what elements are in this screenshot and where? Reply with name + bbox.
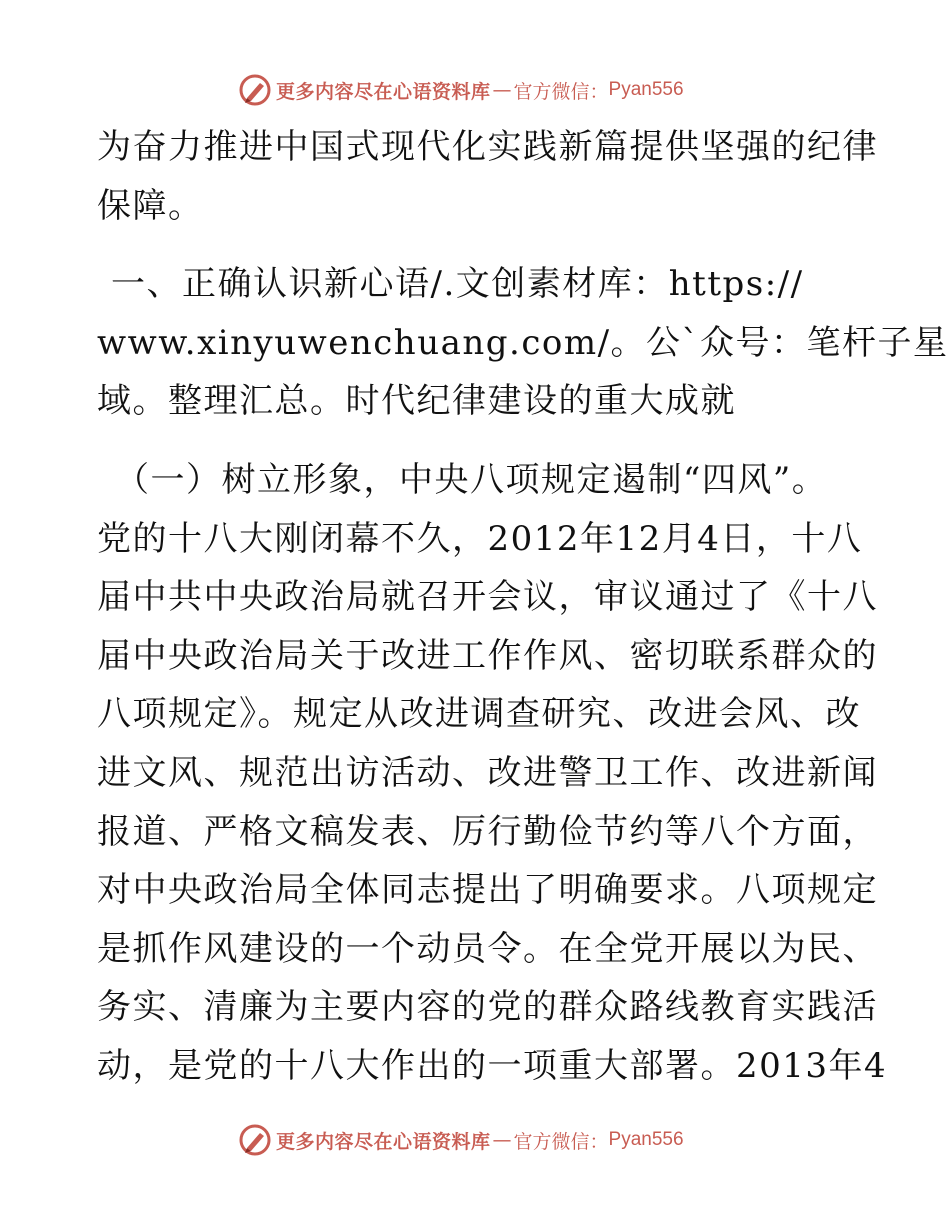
- text-line: 为奋力推进中国式现代化实践新篇提供坚强的纪律: [97, 127, 878, 167]
- watermark-brand-text: 更多内容尽在心语资料库: [276, 80, 491, 103]
- section-heading-line: 域。整理汇总。时代纪律建设的重大成就: [97, 381, 736, 422]
- section-heading-line: www.xinyuwenchuang.com/。公`众号：笔杆子星: [97, 322, 949, 363]
- text-line: 届中央政治局关于改进工作作风、密切联系群众的: [97, 635, 878, 676]
- paragraph-subsection-1: [97, 451, 888, 1096]
- watermark-wechat-id: Pyan556: [608, 1129, 684, 1150]
- document-body: [97, 118, 949, 1096]
- section-heading-line: 一、正确认识新心语/.文创素材库：https://: [111, 264, 804, 305]
- subsection-heading-line: （一）树立形象，中央八项规定遏制“四风”。: [115, 459, 828, 500]
- paragraph-1: [97, 118, 878, 235]
- watermark-brand-text: 更多内容尽在心语资料库: [276, 1130, 491, 1153]
- text-line: 八项规定》。规定从改进调查研究、改进会风、改: [97, 694, 861, 735]
- header-watermark: [238, 70, 684, 110]
- text-line: 对中央政治局全体同志提出了明确要求。八项规定: [97, 870, 878, 911]
- text-line: 是抓作风建设的一个动员令。在全党开展以为民、: [97, 928, 878, 969]
- pen-logo-icon: [238, 73, 272, 107]
- watermark-dash: —: [492, 1129, 512, 1151]
- watermark-wechat-label: 官方微信：: [513, 1130, 609, 1153]
- text-line: 务实、清廉为主要内容的党的群众路线教育实践活: [97, 987, 878, 1028]
- text-line: 保障。: [97, 185, 204, 226]
- text-line: 报道、严格文稿发表、厉行勤俭节约等八个方面，: [97, 811, 878, 852]
- pen-logo-icon: [238, 1123, 272, 1157]
- watermark-wechat-id: Pyan556: [608, 79, 684, 100]
- watermark-wechat-label: 官方微信：: [513, 80, 609, 103]
- text-line: 党的十八大刚闭幕不久，2012年12月4日，十八: [97, 518, 863, 559]
- section-heading-1: [97, 255, 949, 431]
- footer-watermark: [238, 1120, 684, 1160]
- watermark-dash: —: [492, 79, 512, 101]
- text-line: 进文风、规范出访活动、改进警卫工作、改进新闻: [97, 752, 878, 793]
- text-line: 动，是党的十八大作出的一项重大部署。2013年4: [97, 1045, 888, 1086]
- text-line: 届中共中央政治局就召开会议，审议通过了《十八: [97, 577, 878, 618]
